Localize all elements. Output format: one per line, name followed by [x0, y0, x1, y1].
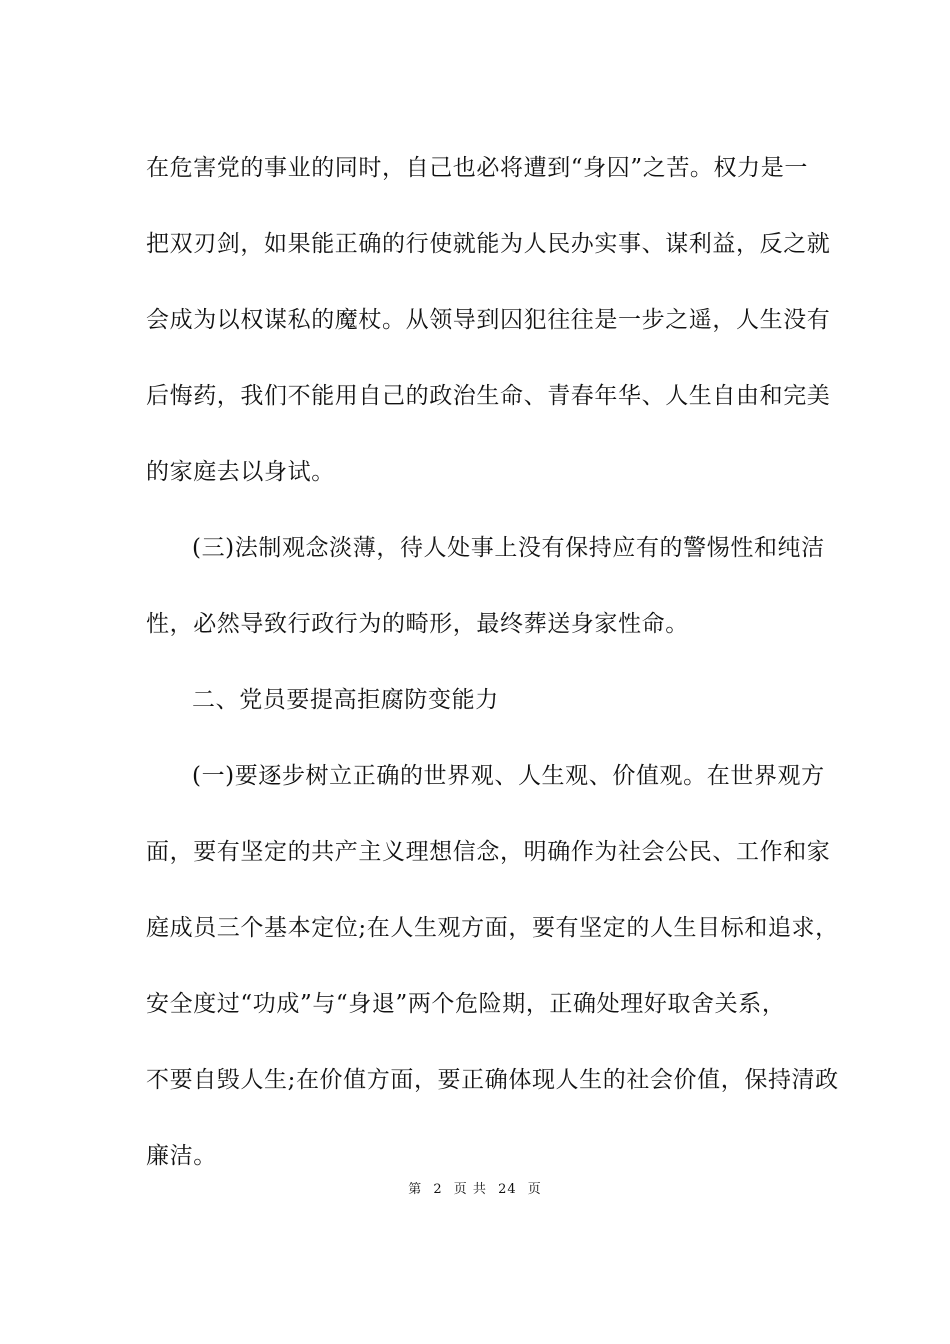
text-line: 后悔药，我们不能用自己的政治生命、青春年华、人生自由和完美 [146, 383, 831, 409]
text-line: 廉洁。 [146, 1143, 217, 1169]
page-label-suffix: 页 [527, 1182, 542, 1197]
text-line: 会成为以权谋私的魔杖。从领导到囚犯往往是一步之遥，人生没有 [146, 307, 831, 333]
total-pages-number: 24 [498, 1182, 517, 1197]
text-line: 性，必然导致行政行为的畸形，最终葬送身家性命。 [146, 611, 689, 637]
text-line: 的家庭去以身试。 [146, 459, 335, 485]
text-line: 庭成员三个基本定位;在人生观方面，要有坚定的人生目标和追求， [146, 915, 839, 941]
section-heading: 二、党员要提高拒腐防变能力 [192, 687, 499, 713]
text-line: 不要自毁人生;在价值方面，要正确体现人生的社会价值，保持清政 [146, 1067, 839, 1093]
document-body [146, 130, 839, 1194]
text-line: (一)要逐步树立正确的世界观、人生观、价值观。在世界观方 [192, 763, 825, 789]
page-footer [0, 1178, 950, 1197]
text-line: 把双刃剑，如果能正确的行使就能为人民办实事、谋利益，反之就 [146, 231, 831, 257]
text-line: (三)法制观念淡薄，待人处事上没有保持应有的警惕性和纯洁 [192, 535, 825, 561]
text-line: 在危害党的事业的同时，自己也必将遭到“身囚”之苦。权力是一 [146, 155, 808, 181]
page-label-mid: 页 共 [453, 1182, 487, 1197]
current-page-number: 2 [433, 1182, 443, 1197]
page-label-prefix: 第 [408, 1182, 423, 1197]
text-line: 安全度过“功成”与“身退”两个危险期，正确处理好取舍关系， [146, 991, 786, 1017]
text-line: 面，要有坚定的共产主义理想信念，明确作为社会公民、工作和家 [146, 839, 831, 865]
